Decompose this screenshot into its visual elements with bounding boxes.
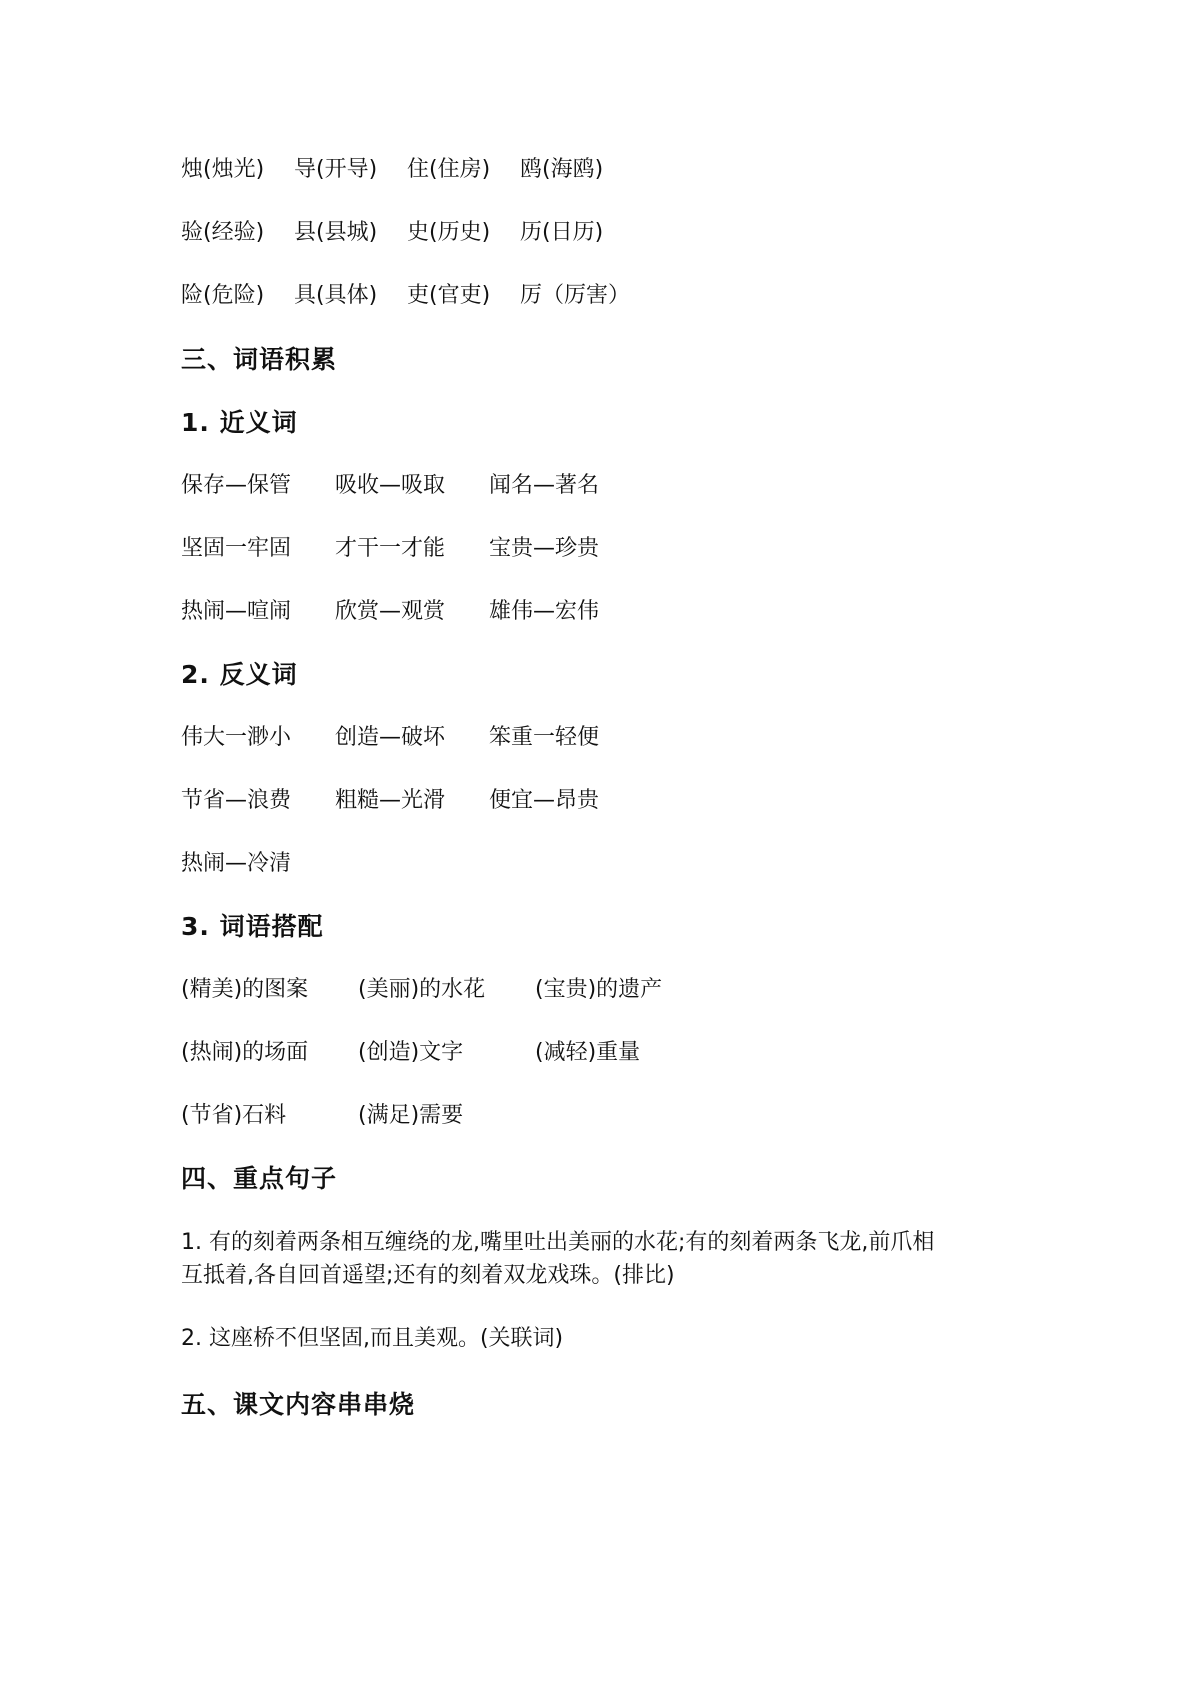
word-pair: 节省—浪费 xyxy=(181,788,292,813)
section-3-heading: 三、词语积累 xyxy=(181,345,338,374)
collocation: (美丽)的水花 xyxy=(358,977,486,1002)
char-group-item: 险(危险) xyxy=(181,283,265,308)
char-group-item: 吏(官吏) xyxy=(407,283,491,308)
section-5-heading: 五、课文内容串串烧 xyxy=(181,1390,416,1419)
key-sentence-1-line-2: 互抵着,各自回首遥望;还有的刻着双龙戏珠。(排比) xyxy=(181,1263,675,1288)
char-group-item: 烛(烛光) xyxy=(181,157,265,182)
word-pair: 伟大一渺小 xyxy=(181,725,292,750)
char-group-item: 历(日历) xyxy=(520,220,604,245)
word-pair: 雄伟—宏伟 xyxy=(489,599,600,624)
word-pair: 宝贵—珍贵 xyxy=(489,536,600,561)
collocation: (创造)文字 xyxy=(358,1040,464,1065)
char-group-item: 厉（厉害） xyxy=(520,283,631,308)
synonyms-heading: 1. 近义词 xyxy=(181,408,298,437)
char-group-item: 县(县城) xyxy=(294,220,378,245)
word-pair: 坚固一牢固 xyxy=(181,536,292,561)
char-group-item: 住(住房) xyxy=(407,157,491,182)
word-pair: 欣赏—观赏 xyxy=(335,599,446,624)
word-pair: 热闹—冷清 xyxy=(181,851,292,876)
collocation: (满足)需要 xyxy=(358,1103,464,1128)
word-pair: 才干一才能 xyxy=(335,536,446,561)
collocation: (宝贵)的遗产 xyxy=(535,977,663,1002)
key-sentence-1 xyxy=(181,1226,1041,1292)
char-group-item: 验(经验) xyxy=(181,220,265,245)
word-pair: 保存—保管 xyxy=(181,473,292,498)
word-pair: 粗糙—光滑 xyxy=(335,788,446,813)
char-group-item: 导(开导) xyxy=(294,157,378,182)
collocation: (减轻)重量 xyxy=(535,1040,641,1065)
word-pair: 闻名—著名 xyxy=(489,473,600,498)
collocation: (节省)石料 xyxy=(181,1103,287,1128)
collocation: (精美)的图案 xyxy=(181,977,309,1002)
key-sentence-1-line-1: 1. 有的刻着两条相互缠绕的龙,嘴里吐出美丽的水花;有的刻着两条飞龙,前爪相 xyxy=(181,1230,935,1255)
collocation: (热闹)的场面 xyxy=(181,1040,309,1065)
antonyms-heading: 2. 反义词 xyxy=(181,660,298,689)
word-pair: 热闹—喧闹 xyxy=(181,599,292,624)
word-pair: 吸收—吸取 xyxy=(335,473,446,498)
word-pair: 便宜—昂贵 xyxy=(489,788,600,813)
char-group-item: 具(具体) xyxy=(294,283,378,308)
char-group-item: 鸥(海鸥) xyxy=(520,157,604,182)
char-group-item: 史(历史) xyxy=(407,220,491,245)
section-4-heading: 四、重点句子 xyxy=(181,1164,338,1193)
collocations-heading: 3. 词语搭配 xyxy=(181,912,324,941)
word-pair: 创造—破坏 xyxy=(335,725,446,750)
word-pair: 笨重一轻便 xyxy=(489,725,600,750)
key-sentence-2: 2. 这座桥不但坚固,而且美观。(关联词) xyxy=(181,1326,564,1351)
